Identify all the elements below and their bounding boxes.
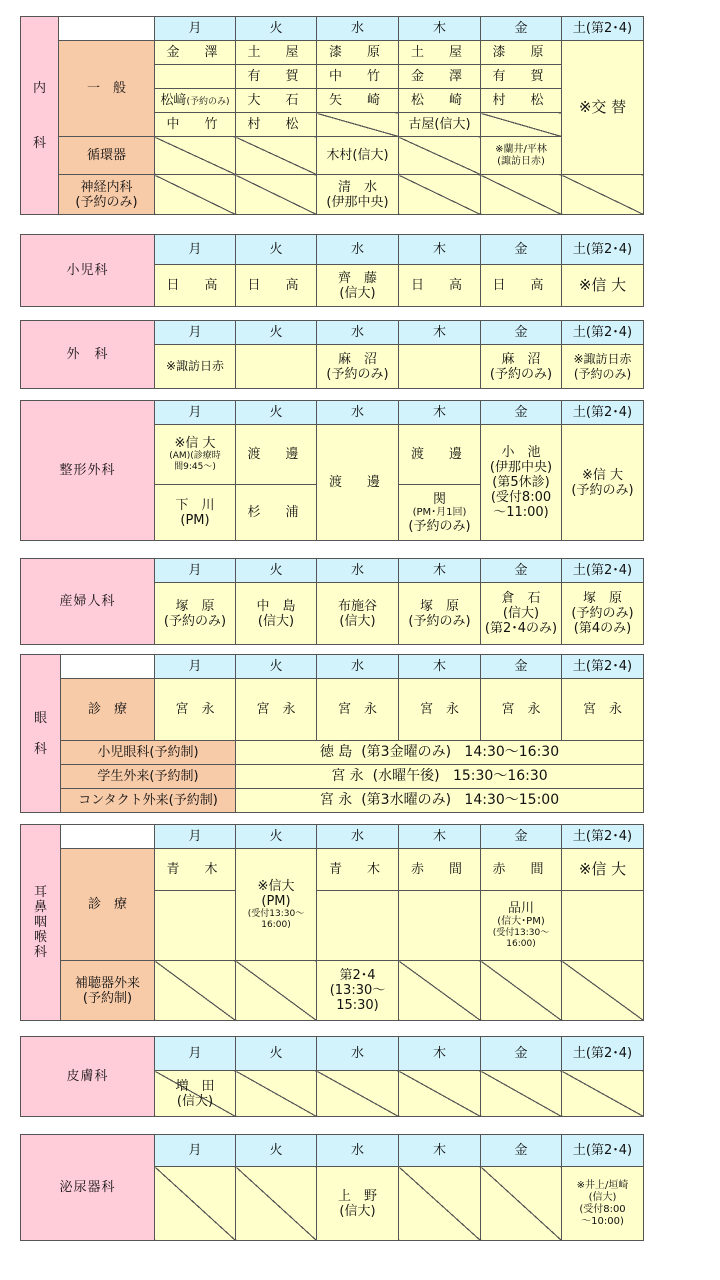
header-mon: 月 xyxy=(155,825,236,849)
header-wed: 水 xyxy=(317,1037,399,1071)
schedule-cell: 上 野 (信大) xyxy=(317,1167,399,1241)
header-fri: 金 xyxy=(481,17,562,41)
schedule-cell: 金 澤 xyxy=(399,65,481,89)
schedule-cell: 漆 原 xyxy=(481,41,562,65)
geka-dept-label: 外 科 xyxy=(21,321,155,389)
hinyoki-table xyxy=(20,1134,644,1241)
schedule-cell: 清 水 (伊那中央) xyxy=(317,175,399,215)
header-fri: 金 xyxy=(481,235,562,265)
ganka-row-label: コンタクト外来(予約制) xyxy=(61,789,236,813)
header-fri: 金 xyxy=(481,559,562,583)
schedule-cell: 大 石 xyxy=(236,89,317,113)
header-wed: 水 xyxy=(317,17,399,41)
header-wed: 水 xyxy=(317,235,399,265)
schedule-cell: 宮 永 xyxy=(481,679,562,741)
schedule-cell: 渡 邊 xyxy=(399,425,481,485)
schedule-cell: 木村(信大) xyxy=(317,137,399,175)
jibika-shinryo-label: 診 療 xyxy=(61,849,155,961)
header-mon: 月 xyxy=(155,17,236,41)
header-wed: 水 xyxy=(317,401,399,425)
header-mon: 月 xyxy=(155,1135,236,1167)
hifuka-table xyxy=(20,1036,644,1117)
hinyoki-dept-label: 泌尿器科 xyxy=(21,1135,155,1241)
schedule-cell: ※諏訪日赤 xyxy=(155,345,236,389)
jibika-table xyxy=(20,824,644,1021)
header-wed: 水 xyxy=(317,321,399,345)
schedule-cell: 塚 原 (予約のみ) (第4のみ) xyxy=(562,583,644,645)
header-tue: 火 xyxy=(236,17,317,41)
schedule-cell: 宮 永 xyxy=(317,679,399,741)
schedule-cell: 漆 原 xyxy=(317,41,399,65)
schedule-cell: 中 竹 xyxy=(155,113,236,137)
schedule-cell: 村 松 xyxy=(236,113,317,137)
ganka-shinryo-label: 診 療 xyxy=(61,679,155,741)
schedule-cell: 古屋(信大) xyxy=(399,113,481,137)
header-sat: 土(第2･4) xyxy=(562,401,644,425)
schedule-cell: 金 澤 xyxy=(155,41,236,65)
schedule-cell: ※信大 (PM) (受付13:30～ 16:00) xyxy=(236,849,317,961)
schedule-cell: 渡 邊 xyxy=(236,425,317,485)
header-tue: 火 xyxy=(236,1135,317,1167)
ganka-row-schedule: 宮 永 (第3水曜のみ) 14:30～15:00 xyxy=(236,789,644,813)
schedule-cell: ※交 替 xyxy=(562,41,644,175)
ganka-row-label: 小児眼科(予約制) xyxy=(61,741,236,765)
schedule-cell: 下 川 (PM) xyxy=(155,485,236,541)
shonika-table xyxy=(20,234,644,307)
naika-table xyxy=(20,16,644,215)
header-sat: 土(第2･4) xyxy=(562,17,644,41)
header-thu: 木 xyxy=(399,401,481,425)
naika-dept-label: 内 科 xyxy=(21,17,59,215)
header-thu: 木 xyxy=(399,235,481,265)
schedule-cell: ※井上/垣崎 (信大) (受付8:00 ～10:00) xyxy=(562,1167,644,1241)
ganka-table xyxy=(20,654,644,813)
header-mon: 月 xyxy=(155,401,236,425)
ganka-row-label: 学生外来(予約制) xyxy=(61,765,236,789)
header-fri: 金 xyxy=(481,321,562,345)
header-fri: 金 xyxy=(481,1135,562,1167)
schedule-cell: 増 田 (信大) xyxy=(155,1071,236,1117)
schedule-cell: 日 高 xyxy=(236,265,317,307)
schedule-cell: 宮 永 xyxy=(236,679,317,741)
schedule-cell: ※諏訪日赤 (予約のみ) xyxy=(562,345,644,389)
header-wed: 水 xyxy=(317,1135,399,1167)
header-sat: 土(第2･4) xyxy=(562,321,644,345)
schedule-cell: 中 島 (信大) xyxy=(236,583,317,645)
header-thu: 木 xyxy=(399,559,481,583)
schedule-cell: 倉 石 (信大) (第2･4のみ) xyxy=(481,583,562,645)
header-tue: 火 xyxy=(236,559,317,583)
schedule-cell: 小 池 (伊那中央) (第5休診) (受付8:00 ～11:00) xyxy=(481,425,562,541)
header-mon: 月 xyxy=(155,1037,236,1071)
schedule-cell: 青 木 xyxy=(155,849,236,891)
schedule-cell: 土 屋 xyxy=(399,41,481,65)
schedule-cell: ※信 大 xyxy=(562,265,644,307)
schedule-cell: 村 松 xyxy=(481,89,562,113)
ganka-row-schedule: 宮 永 (水曜午後) 15:30～16:30 xyxy=(236,765,644,789)
header-thu: 木 xyxy=(399,17,481,41)
schedule-cell: ※信 大 (予約のみ) xyxy=(562,425,644,541)
schedule-cell: 塚 原 (予約のみ) xyxy=(399,583,481,645)
schedule-cell: ※信 大 xyxy=(562,849,644,891)
schedule-cell: 日 高 xyxy=(155,265,236,307)
schedule-cell: 渡 邊 xyxy=(317,425,399,541)
schedule-cell: 松 崎 xyxy=(399,89,481,113)
header-tue: 火 xyxy=(236,401,317,425)
schedule-cell: 有 賀 xyxy=(236,65,317,89)
header-wed: 水 xyxy=(317,559,399,583)
schedule-cell: 松﨑(予約のみ) xyxy=(155,89,236,113)
geka-table xyxy=(20,320,644,389)
sanfujin-table xyxy=(20,558,644,645)
header-thu: 木 xyxy=(399,1037,481,1071)
header-fri: 金 xyxy=(481,1037,562,1071)
header-thu: 木 xyxy=(399,1135,481,1167)
header-mon: 月 xyxy=(155,559,236,583)
schedule-cell: 塚 原 (予約のみ) xyxy=(155,583,236,645)
header-mon: 月 xyxy=(155,655,236,679)
schedule-cell: 赤 間 xyxy=(399,849,481,891)
schedule-cell: 布施谷 (信大) xyxy=(317,583,399,645)
header-sat: 土(第2･4) xyxy=(562,1135,644,1167)
schedule-cell: 宮 永 xyxy=(399,679,481,741)
header-thu: 木 xyxy=(399,655,481,679)
schedule-cell: 齊 藤 (信大) xyxy=(317,265,399,307)
jibika-hocho-label: 補聴器外来 (予約制) xyxy=(61,961,155,1021)
header-sat: 土(第2･4) xyxy=(562,825,644,849)
shonika-dept-label: 小児科 xyxy=(21,235,155,307)
header-thu: 木 xyxy=(399,825,481,849)
header-tue: 火 xyxy=(236,321,317,345)
schedule-cell: 日 高 xyxy=(481,265,562,307)
schedule-cell: 杉 浦 xyxy=(236,485,317,541)
header-wed: 水 xyxy=(317,655,399,679)
schedule-cell: 麻 沼 (予約のみ) xyxy=(317,345,399,389)
schedule-cell: 宮 永 xyxy=(155,679,236,741)
schedule-cell: 日 高 xyxy=(399,265,481,307)
header-tue: 火 xyxy=(236,655,317,679)
schedule-cell: 宮 永 xyxy=(562,679,644,741)
hifuka-dept-label: 皮膚科 xyxy=(21,1037,155,1117)
header-sat: 土(第2･4) xyxy=(562,235,644,265)
header-fri: 金 xyxy=(481,401,562,425)
seikei-dept-label: 整形外科 xyxy=(21,401,155,541)
schedule-cell: 有 賀 xyxy=(481,65,562,89)
schedule-cell: 土 屋 xyxy=(236,41,317,65)
header-sat: 土(第2･4) xyxy=(562,559,644,583)
schedule-cell: 赤 間 xyxy=(481,849,562,891)
schedule-cell: 矢 崎 xyxy=(317,89,399,113)
jibika-dept-label: 耳 鼻 咽 喉 科 xyxy=(21,825,61,1021)
header-fri: 金 xyxy=(481,655,562,679)
schedule-cell: 関 (PM･月1回) (予約のみ) xyxy=(399,485,481,541)
header-sat: 土(第2･4) xyxy=(562,655,644,679)
header-mon: 月 xyxy=(155,235,236,265)
header-wed: 水 xyxy=(317,825,399,849)
header-mon: 月 xyxy=(155,321,236,345)
sanfujin-dept-label: 産婦人科 xyxy=(21,559,155,645)
schedule-cell: 麻 沼 (予約のみ) xyxy=(481,345,562,389)
schedule-cell: ※信 大 (AM)(診療時 間9:45～) xyxy=(155,425,236,485)
naika-shinkei-label: 神経内科 (予約のみ) xyxy=(59,175,155,215)
schedule-cell: 品川 (信大･PM) (受付13:30～ 16:00) xyxy=(481,891,562,961)
schedule-cell: 第2･4 (13:30～ 15:30) xyxy=(317,961,399,1021)
header-thu: 木 xyxy=(399,321,481,345)
schedule-cell: 青 木 xyxy=(317,849,399,891)
seikei-table xyxy=(20,400,644,541)
schedule-cell: 中 竹 xyxy=(317,65,399,89)
header-tue: 火 xyxy=(236,1037,317,1071)
naika-ippan-label: 一 般 xyxy=(59,41,155,137)
header-sat: 土(第2･4) xyxy=(562,1037,644,1071)
header-fri: 金 xyxy=(481,825,562,849)
header-tue: 火 xyxy=(236,235,317,265)
header-tue: 火 xyxy=(236,825,317,849)
naika-junkanki-label: 循環器 xyxy=(59,137,155,175)
ganka-row-schedule: 徳 島 (第3金曜のみ) 14:30～16:30 xyxy=(236,741,644,765)
ganka-dept-label: 眼 科 xyxy=(21,655,61,813)
schedule-cell: ※蘭井/平林 (諏訪日赤) xyxy=(481,137,562,175)
